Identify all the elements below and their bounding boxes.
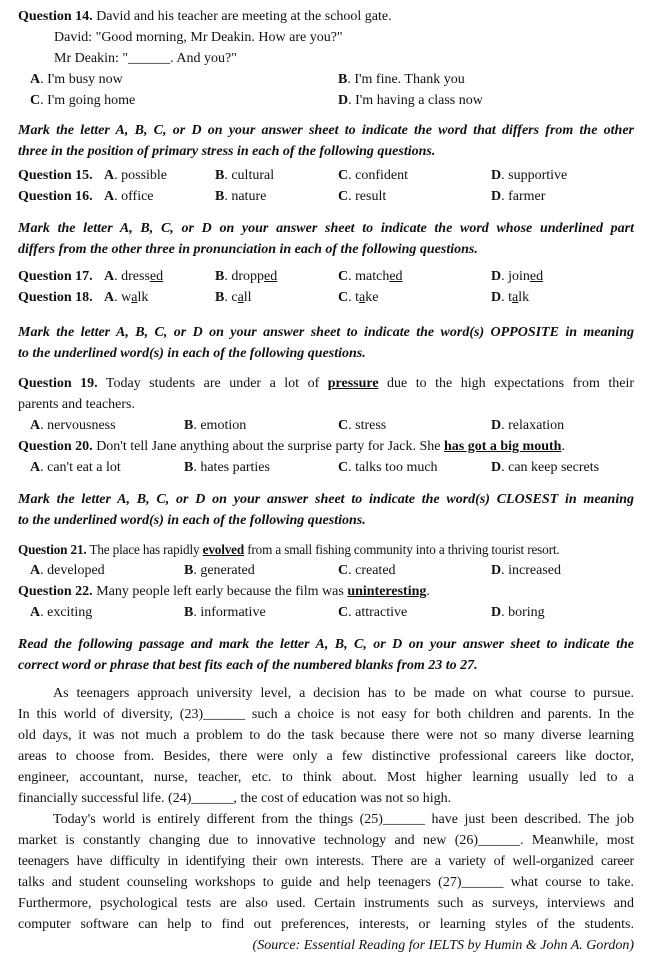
question-20-stem: Question 20. Don't tell Jane anything about the surprise party for Jack. She has got a big mouth. xyxy=(18,439,565,454)
question-21-keyword: evolved xyxy=(202,542,245,557)
question-14-option-b[interactable]: B. I'm fine. Thank you xyxy=(338,72,465,87)
question-19-option-b[interactable]: B. emotion xyxy=(184,418,247,433)
passage-line-8: market is constantly changing due to innovative technology and new (26)______. Meanwhile, most xyxy=(18,833,634,848)
instruction-stress-line-2: three in the position of primary stress in each of the following questions. xyxy=(18,144,436,159)
question-19-option-c[interactable]: C. stress xyxy=(338,418,387,433)
question-15-option-d[interactable]: D. supportive xyxy=(491,168,568,183)
passage-line-5: engineer, accountant, nurse, teacher, etc. to think about. Most higher learning usually led to a xyxy=(18,770,634,785)
question-21-option-c[interactable]: C. created xyxy=(338,563,396,578)
passage-line-10: talks and student counseling workshops to guide and help teenagers (27)______ what course to take. xyxy=(18,875,634,890)
question-20-option-a[interactable]: A. can't eat a lot xyxy=(30,460,121,475)
question-19-option-a[interactable]: A. nervousness xyxy=(30,418,116,433)
question-15-number: Question 15. xyxy=(18,168,93,183)
instruction-pronunciation-line-1: Mark the letter A, B, C, or D on your answer sheet to indicate the word whose underlined part xyxy=(18,221,634,236)
instruction-stress-line-1: Mark the letter A, B, C, or D on your answer sheet to indicate the word that differs from the other xyxy=(18,123,634,138)
passage-line-1: As teenagers approach university level, a decision has to be made on what course to pursue. xyxy=(53,686,634,701)
instruction-reading-line-1: Read the following passage and mark the letter A, B, C, or D on your answer sheet to indicate the xyxy=(18,637,634,652)
question-15-option-c[interactable]: C. confident xyxy=(338,168,408,183)
question-21-option-a[interactable]: A. developed xyxy=(30,563,105,578)
question-15-option-b[interactable]: B. cultural xyxy=(215,168,275,183)
instruction-pronunciation-line-2: differs from the other three in pronunciation in each of the following questions. xyxy=(18,242,478,257)
question-14-dialogue-1: David: "Good morning, Mr Deakin. How are you?" xyxy=(54,30,343,45)
passage-line-9: teenagers have difficulty in identifying their own interests. There are a variety of well-organized career xyxy=(18,854,634,869)
passage-line-2: In this world of diversity, (23)______ such a choice is not easy for both children and parents. In the xyxy=(18,707,634,722)
question-18-option-a[interactable]: A. walk xyxy=(104,290,149,305)
question-22-stem: Question 22. Many people left early because the film was uninteresting. xyxy=(18,584,430,599)
question-18-option-c[interactable]: C. take xyxy=(338,290,379,305)
instruction-closest-line-2: to the underlined word(s) in each of the following questions. xyxy=(18,513,366,528)
question-14-dialogue-2: Mr Deakin: "______. And you?" xyxy=(54,51,237,66)
question-16-option-d[interactable]: D. farmer xyxy=(491,189,546,204)
question-21-option-b[interactable]: B. generated xyxy=(184,563,255,578)
question-19-stem-line-2: parents and teachers. xyxy=(18,397,135,412)
question-14-option-a[interactable]: A. I'm busy now xyxy=(30,72,123,87)
question-16-number: Question 16. xyxy=(18,189,93,204)
question-18-option-d[interactable]: D. talk xyxy=(491,290,530,305)
question-14-stem: Question 14. David and his teacher are meeting at the school gate. xyxy=(18,9,392,24)
question-22-option-d[interactable]: D. boring xyxy=(491,605,545,620)
passage-line-7: Today's world is entirely different from the things (25)______ have just been described. The job xyxy=(53,812,634,827)
question-22-option-c[interactable]: C. attractive xyxy=(338,605,408,620)
question-17-option-d[interactable]: D. joined xyxy=(491,269,544,284)
question-21-stem: Question 21. The place has rapidly evolved from a small fishing community into a thriving tourist resort. xyxy=(18,542,560,557)
question-15-option-a[interactable]: A. possible xyxy=(104,168,168,183)
question-18-number: Question 18. xyxy=(18,290,93,305)
question-17-number: Question 17. xyxy=(18,269,93,284)
instruction-opposite-line-2: to the underlined word(s) in each of the following questions. xyxy=(18,346,366,361)
passage-line-3: old days, it was not much a problem to do the task because there were not so many diverse learning xyxy=(18,728,634,743)
question-16-option-c[interactable]: C. result xyxy=(338,189,387,204)
passage-source: (Source: Essential Reading for IELTS by Humin & John A. Gordon) xyxy=(252,938,634,953)
question-20-option-c[interactable]: C. talks too much xyxy=(338,460,438,475)
instruction-opposite-line-1: Mark the letter A, B, C, or D on your answer sheet to indicate the word(s) OPPOSITE in meaning xyxy=(18,325,634,340)
question-20-keyword: has got a big mouth xyxy=(443,439,562,454)
passage-line-12: computer software can help to find out preferences, interests, or learning styles of the students. xyxy=(18,917,634,932)
passage-line-6: financially successful life. (24)______, the cost of education was not so high. xyxy=(18,791,452,806)
question-19-keyword: pressure xyxy=(327,376,379,391)
question-18-option-b[interactable]: B. call xyxy=(215,290,252,305)
question-19-option-d[interactable]: D. relaxation xyxy=(491,418,565,433)
question-17-option-a[interactable]: A. dressed xyxy=(104,269,164,284)
question-20-option-d[interactable]: D. can keep secrets xyxy=(491,460,600,475)
question-14-option-d[interactable]: D. I'm having a class now xyxy=(338,93,483,108)
question-22-keyword: uninteresting xyxy=(347,584,427,599)
question-16-option-a[interactable]: A. office xyxy=(104,189,154,204)
passage-line-4: areas to choose from. Besides, there were only a few distinctive professional careers like doctor, xyxy=(18,749,634,764)
question-17-option-c[interactable]: C. matched xyxy=(338,269,403,284)
instruction-closest-line-1: Mark the letter A, B, C, or D on your answer sheet to indicate the word(s) CLOSEST in meaning xyxy=(18,492,634,507)
question-20-option-b[interactable]: B. hates parties xyxy=(184,460,270,475)
question-22-option-a[interactable]: A. exciting xyxy=(30,605,93,620)
question-22-option-b[interactable]: B. informative xyxy=(184,605,266,620)
question-17-option-b[interactable]: B. dropped xyxy=(215,269,278,284)
instruction-reading-line-2: correct word or phrase that best fits each of the numbered blanks from 23 to 27. xyxy=(18,658,478,673)
question-14-option-c[interactable]: C. I'm going home xyxy=(30,93,136,108)
question-19-stem: Question 19. Today students are under a lot of pressure due to the high expectations from their xyxy=(18,376,634,391)
question-16-option-b[interactable]: B. nature xyxy=(215,189,267,204)
question-21-option-d[interactable]: D. increased xyxy=(491,563,561,578)
passage-line-11: Furthermore, psychological tests are also used. Certain instruments such as surveys, interviews and xyxy=(18,896,634,911)
